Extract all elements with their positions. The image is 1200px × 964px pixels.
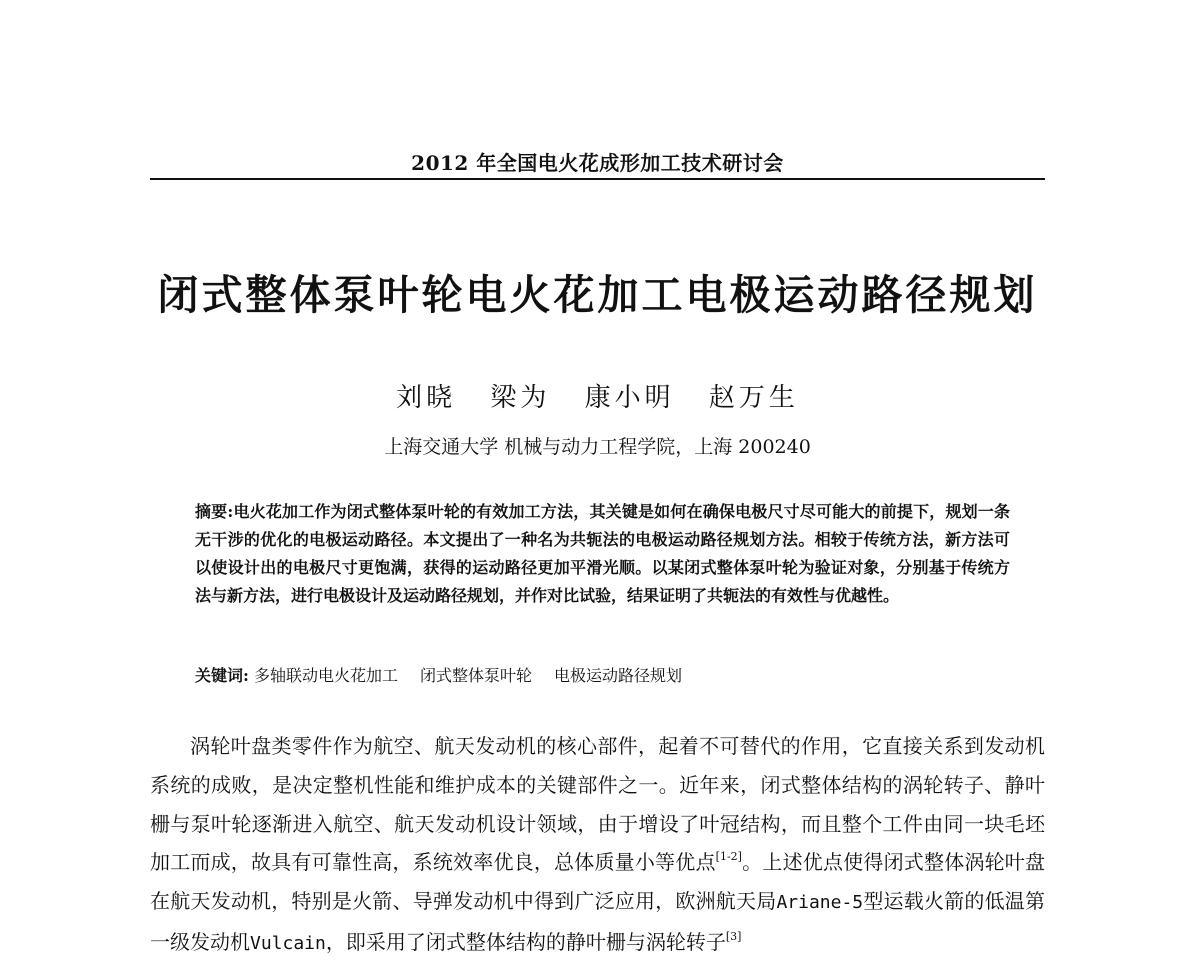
citation-ref: [1-2]: [715, 850, 742, 864]
author-name: 康小明: [584, 383, 675, 413]
citation-ref: [3]: [725, 929, 742, 943]
abstract-text: 电火花加工作为闭式整体泵叶轮的有效加工方法，其关键是如何在确保电极尺寸尽可能大的前提下，规划一条无干涉的优化的电极运动路径。本文提出了一种名为共轭法的电极运动路径规划方法。相较于传统方法，新方法可以使设计出的电极尺寸更饱满，获得的运动路径更加平滑光顺。以某闭式整体泵叶轮为验证对象，分别基于传统方法与新方法，进行电极设计及运动路径规划，并作对比试验，结果证明了共轭法的有效性与优越性。: [195, 502, 1010, 605]
keyword: 电极运动路径规划: [554, 666, 683, 685]
body-text: [150, 727, 1045, 964]
affiliation: 上海交通大学 机械与动力工程学院，上海 200240: [384, 436, 811, 458]
engine-name: Vulcain: [250, 932, 326, 954]
keyword: 闭式整体泵叶轮: [420, 666, 533, 685]
author-name: 刘晓: [396, 383, 457, 413]
header-rule: [150, 178, 1045, 180]
rocket-name: Ariane-5: [776, 892, 864, 914]
body-text-segment: 涡轮叶盘类零件作为航空、航天发动机的核心部件，起着不可替代的作用，它直接关系到发动机系统的成败，是决定整机性能和维护成本的关键部件之一。近年来，闭式整体结构的涡轮转子、静叶栅与泵叶轮逐渐进入航空、航天发动机设计领域，由于增设了叶冠结构，而且整个工件由同一块毛坯加工而成，故具有可靠性高，系统效率优良，总体质量小等优点: [150, 734, 1045, 875]
body-text-segment: 型运载火箭的低温第一级发动机: [150, 889, 1046, 954]
body-text-segment: 。上述优点使得闭式整体涡轮叶盘在航天发动机，特别是火箭、导弹发动机中得到广泛应用，欧洲航天局: [150, 850, 1046, 914]
author-list: [150, 377, 1045, 414]
paper-title: 闭式整体泵叶轮电火花加工电极运动路径规划: [157, 271, 1038, 319]
conference-header: 2012 年全国电火花成形加工技术研讨会: [411, 151, 784, 175]
abstract-label: 摘要:: [195, 502, 234, 521]
body-text-segment: ，即采用了闭式整体结构的静叶栅与涡轮转子: [325, 929, 726, 954]
keyword: 多轴联动电火花加工: [254, 666, 399, 685]
author-name: 梁为: [490, 383, 551, 413]
body-paragraph: [150, 727, 1045, 964]
author-name: 赵万生: [708, 383, 799, 413]
keywords-label: 关键词:: [195, 666, 249, 685]
abstract: [195, 498, 1010, 610]
keywords: [195, 662, 1010, 690]
